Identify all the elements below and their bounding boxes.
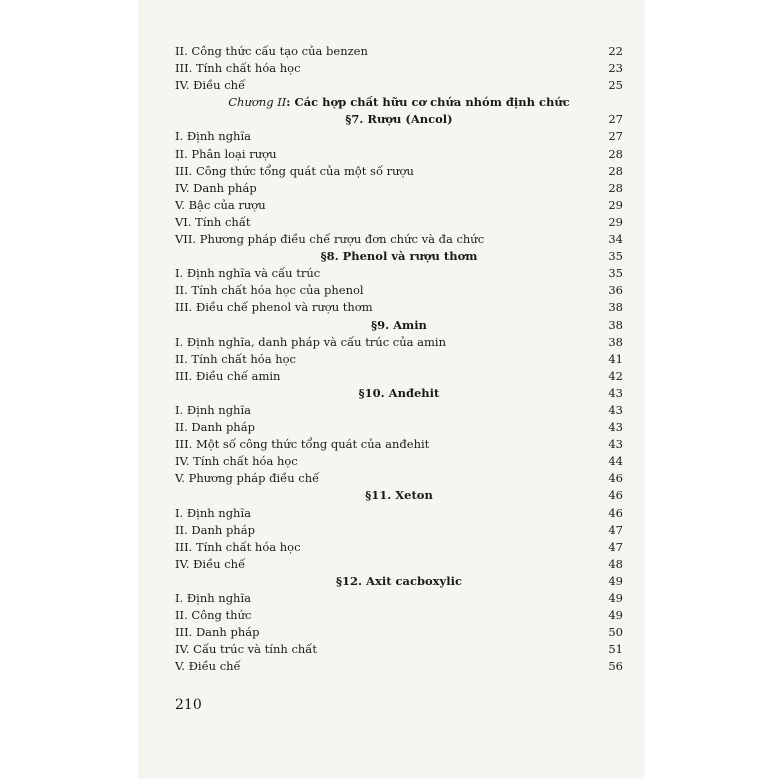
entry-title: III. Một số công thức tổng quát của anđehit	[175, 437, 430, 452]
entry-page-number: 44	[608, 454, 623, 469]
entry-title: V. Điều chế	[175, 659, 241, 674]
page-number: 210	[175, 697, 202, 713]
entry-page-number: 29	[608, 197, 623, 212]
toc-entry	[175, 539, 623, 556]
entry-title: II. Danh pháp	[175, 522, 255, 537]
entry-page-number: 23	[608, 61, 623, 76]
entry-page-number: 43	[608, 420, 623, 435]
section-title: §9. Amin	[371, 317, 427, 332]
toc-entry	[175, 368, 623, 385]
entry-title: III. Tính chất hóa học	[175, 539, 301, 554]
entry-page-number: 22	[608, 44, 623, 58]
entry-page-number: 36	[608, 283, 623, 298]
chapter-name: : Các hợp chất hữu cơ chứa nhóm định chức	[286, 95, 570, 110]
toc-entry	[175, 351, 623, 368]
entry-page-number: 27	[608, 129, 623, 144]
toc-entry	[175, 43, 623, 60]
entry-page-number: 41	[608, 351, 623, 366]
toc-entry	[175, 607, 623, 624]
toc-entry	[175, 214, 623, 231]
entry-page-number: 29	[608, 214, 623, 229]
chapter-heading	[175, 94, 623, 111]
entry-page-number: 35	[608, 266, 623, 281]
entry-page-number: 38	[608, 317, 623, 332]
entry-page-number: 49	[608, 573, 623, 588]
entry-page-number: 47	[608, 539, 623, 554]
toc-entry	[175, 658, 623, 675]
entry-title: I. Định nghĩa	[175, 129, 251, 144]
section-heading	[175, 111, 623, 128]
toc-entry	[175, 419, 623, 436]
entry-title: II. Tính chất hóa học của phenol	[175, 283, 364, 298]
entry-page-number: 46	[608, 505, 623, 520]
entry-page-number: 25	[608, 78, 623, 93]
entry-title: I. Định nghĩa	[175, 591, 251, 605]
toc-entry	[175, 453, 623, 470]
entry-page-number: 56	[608, 659, 623, 674]
chapter-title	[228, 94, 569, 111]
entry-title: V. Bậc của rượu	[175, 197, 266, 212]
entry-title: IV. Danh pháp	[175, 180, 257, 195]
entry-page-number: 49	[608, 591, 623, 605]
entry-title: II. Phân loại rượu	[175, 146, 277, 161]
entry-title: IV. Tính chất hóa học	[175, 454, 298, 469]
entry-page-number: 38	[608, 300, 623, 315]
entry-title: III. Điều chế amin	[175, 368, 281, 383]
entry-page-number: 28	[608, 146, 623, 161]
entry-title: IV. Điều chế	[175, 78, 246, 93]
section-title: §8. Phenol và rượu thơm	[320, 249, 478, 264]
toc-entry	[175, 128, 623, 145]
entry-page-number: 42	[608, 368, 623, 383]
entry-page-number: 38	[608, 334, 623, 349]
section-heading	[175, 573, 623, 590]
entry-page-number: 46	[608, 471, 623, 486]
toc-entry	[175, 77, 623, 94]
toc-entry	[175, 522, 623, 539]
entry-page-number: 34	[608, 232, 623, 247]
entry-page-number: 48	[608, 556, 623, 571]
section-heading	[175, 385, 623, 402]
entry-page-number: 28	[608, 163, 623, 178]
toc-entry	[175, 505, 623, 522]
toc-entry	[175, 265, 623, 282]
entry-page-number: 50	[608, 625, 623, 640]
entry-page-number: 27	[608, 112, 623, 127]
entry-page-number: 47	[608, 522, 623, 537]
toc-entry	[175, 556, 623, 573]
toc-entry	[175, 641, 623, 658]
entry-page-number: 49	[608, 608, 623, 623]
entry-page-number: 46	[608, 488, 623, 503]
entry-page-number: 43	[608, 385, 623, 400]
entry-title: IV. Cấu trúc và tính chất	[175, 642, 317, 657]
entry-title: I. Định nghĩa, danh pháp và cấu trúc của amin	[175, 334, 447, 349]
entry-title: II. Tính chất hóa học	[175, 351, 296, 366]
entry-title: III. Điều chế phenol và rượu thơm	[175, 300, 373, 315]
entry-title: III. Danh pháp	[175, 625, 260, 640]
section-title: §10. Anđehit	[358, 385, 440, 400]
entry-page-number: 28	[608, 180, 623, 195]
toc-entry	[175, 299, 623, 316]
toc-entry	[175, 60, 623, 77]
toc-entry	[175, 180, 623, 197]
section-title: §12. Axit cacboxylic	[336, 573, 462, 588]
toc-entry	[175, 146, 623, 163]
toc-entry	[175, 163, 623, 180]
toc-entry	[175, 470, 623, 487]
entry-title: I. Định nghĩa và cấu trúc	[175, 266, 321, 281]
toc-entry	[175, 402, 623, 419]
entry-title: IV. Điều chế	[175, 556, 246, 571]
entry-page-number: 43	[608, 402, 623, 417]
chapter-number: Chương II	[228, 95, 287, 110]
toc-entry	[175, 334, 623, 351]
entry-title: VI. Tính chất	[175, 214, 251, 229]
entry-title: II. Danh pháp	[175, 420, 255, 435]
section-heading	[175, 317, 623, 334]
entry-title: I. Định nghĩa	[175, 402, 251, 417]
table-of-contents	[175, 43, 623, 675]
section-heading	[175, 248, 623, 265]
toc-entry	[175, 197, 623, 214]
entry-title: III. Công thức tổng quát của một số rượu	[175, 163, 414, 178]
entry-title: III. Tính chất hóa học	[175, 61, 301, 76]
toc-entry	[175, 231, 623, 248]
toc-entry	[175, 282, 623, 299]
toc-entry	[175, 590, 623, 607]
entry-title: II. Công thức	[175, 608, 252, 623]
section-title: §11. Xeton	[365, 488, 433, 503]
entry-title: V. Phương pháp điều chế	[175, 471, 320, 486]
entry-title: VII. Phương pháp điều chế rượu đơn chức và đa chức	[175, 232, 485, 247]
entry-page-number: 43	[608, 437, 623, 452]
section-title: §7. Rượu (Ancol)	[345, 112, 453, 127]
toc-entry	[175, 624, 623, 641]
toc-entry	[175, 436, 623, 453]
entry-title: I. Định nghĩa	[175, 505, 251, 520]
entry-page-number: 35	[608, 249, 623, 264]
entry-title: II. Công thức cấu tạo của benzen	[175, 44, 368, 58]
section-heading	[175, 487, 623, 504]
entry-page-number: 51	[608, 642, 623, 657]
